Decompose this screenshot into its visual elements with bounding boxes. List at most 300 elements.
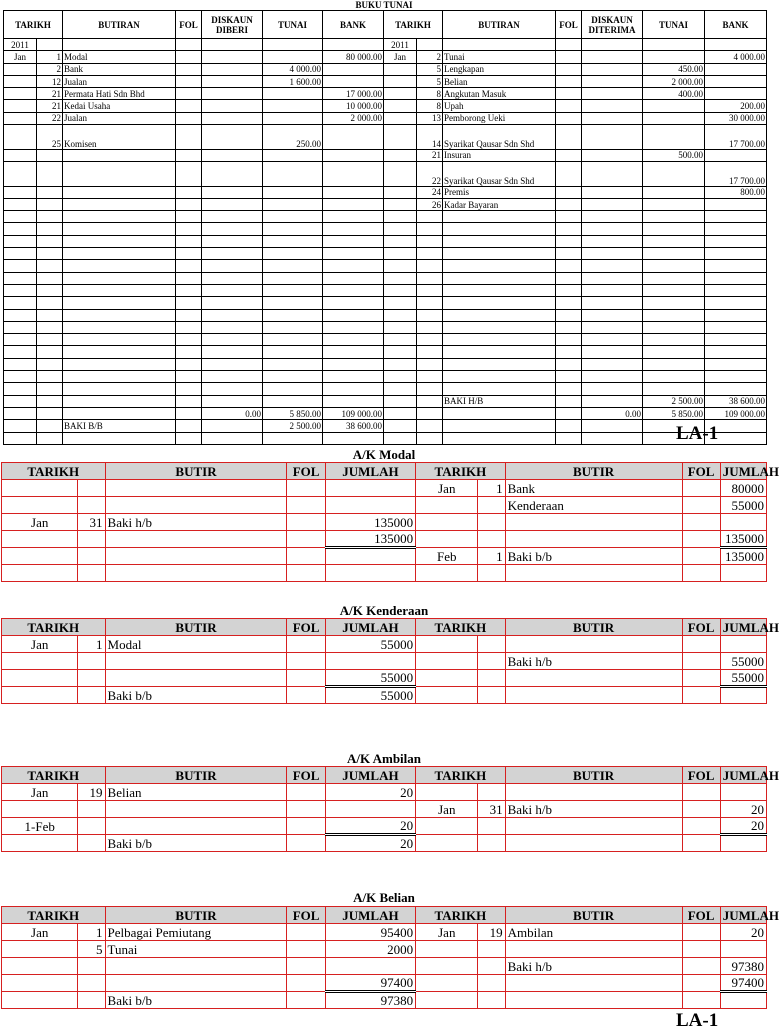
cell-day-left: 25 bbox=[37, 125, 63, 150]
cell-fol-right bbox=[682, 548, 720, 565]
header-butir-right: BUTIR bbox=[505, 907, 682, 924]
cell-jumlah-right: 55000 bbox=[720, 670, 766, 687]
cell-fol-right bbox=[682, 636, 720, 653]
cell-fol-right bbox=[556, 395, 582, 407]
cell-day-right: 14 bbox=[417, 125, 443, 150]
cell-month-right bbox=[416, 636, 478, 653]
cell-day-left: 21 bbox=[37, 88, 63, 100]
cell-tunai-left bbox=[263, 100, 323, 112]
cell-butir-left: Tunai bbox=[105, 941, 287, 958]
cell-fol-right bbox=[682, 835, 720, 852]
cell-butiran-right: BAKI H/B bbox=[443, 395, 556, 407]
cell-fol-left bbox=[287, 687, 325, 704]
cell-fol-right bbox=[682, 801, 720, 818]
cell-month-left bbox=[2, 992, 78, 1009]
cell-fol-right bbox=[556, 100, 582, 112]
cell-bank-left bbox=[323, 309, 384, 321]
cell-fol-right bbox=[556, 211, 582, 223]
cell-butiran-left: Kedai Usaha bbox=[63, 100, 176, 112]
cell-tunai-left bbox=[263, 272, 323, 284]
cell-day-right bbox=[417, 235, 443, 247]
cell-fol-right bbox=[682, 653, 720, 670]
cell-tunai-left bbox=[263, 297, 323, 309]
cell-fol-left bbox=[176, 161, 202, 186]
cell-diskaun-diberi bbox=[202, 149, 263, 161]
ledger-row bbox=[2, 784, 767, 801]
ledger-table-modal bbox=[1, 462, 779, 582]
cell-month-left bbox=[2, 565, 78, 582]
cell-month-right: Jan bbox=[416, 801, 478, 818]
cell-month-right bbox=[384, 149, 417, 161]
header-butir-right: BUTIR bbox=[505, 767, 682, 784]
cell-day-right bbox=[417, 371, 443, 383]
cell-tunai-right bbox=[643, 297, 705, 309]
cell-bank-right: 17 700.00 bbox=[705, 161, 767, 186]
cell-day-right bbox=[417, 432, 443, 444]
cell-butir-left: Modal bbox=[105, 636, 287, 653]
cell-tunai-right bbox=[643, 125, 705, 150]
cell-day-left bbox=[37, 161, 63, 186]
cell-month-right bbox=[416, 784, 478, 801]
cell-diskaun-diberi bbox=[202, 75, 263, 87]
cell-month-right bbox=[384, 432, 417, 444]
cell-day-left bbox=[78, 992, 105, 1009]
cell-diskaun-diterima bbox=[582, 395, 643, 407]
cell-butir-left: Baki h/b bbox=[105, 514, 287, 531]
cell-diskaun-diberi bbox=[202, 260, 263, 272]
cell-diskaun-diberi: 0.00 bbox=[202, 407, 263, 419]
cell-fol-right bbox=[556, 284, 582, 296]
cell-month-left bbox=[4, 149, 37, 161]
cell-fol-left bbox=[176, 346, 202, 358]
ledger-row bbox=[2, 992, 767, 1009]
cell-fol-left bbox=[176, 63, 202, 75]
cell-tunai-right bbox=[643, 371, 705, 383]
cell-day-left bbox=[37, 395, 63, 407]
header-tarikh-left: TARIKH bbox=[2, 767, 106, 784]
cell-bank-left: 10 000.00 bbox=[323, 100, 384, 112]
cell-fol-right bbox=[556, 407, 582, 419]
cell-day-left: 12 bbox=[37, 75, 63, 87]
header-tarikh-right: TARIKH bbox=[384, 11, 443, 39]
cell-jumlah-right bbox=[720, 835, 766, 852]
cell-diskaun-diterima bbox=[582, 186, 643, 198]
header-bank-right: BANK bbox=[705, 11, 767, 39]
cell-tunai-right bbox=[643, 198, 705, 210]
cell-butiran-left bbox=[63, 235, 176, 247]
cell-butir-right bbox=[505, 687, 682, 704]
cell-day-right bbox=[417, 284, 443, 296]
cell-diskaun-diterima bbox=[582, 112, 643, 124]
cell-fol-left bbox=[287, 565, 325, 582]
ledger-row bbox=[2, 497, 767, 514]
cell-day-left bbox=[37, 39, 63, 51]
cell-fol-right bbox=[556, 260, 582, 272]
cell-bank-left bbox=[323, 358, 384, 370]
header-tarikh-right: TARIKH bbox=[416, 619, 505, 636]
cell-month-left: Jan bbox=[2, 924, 78, 941]
cell-diskaun-diterima bbox=[582, 358, 643, 370]
cell-butiran-left bbox=[63, 395, 176, 407]
cell-butiran-right bbox=[443, 407, 556, 419]
cell-jumlah-right: 55000 bbox=[720, 497, 766, 514]
header-tarikh-right: TARIKH bbox=[416, 767, 505, 784]
cell-fol-right bbox=[556, 63, 582, 75]
cell-jumlah-right: 20 bbox=[720, 801, 766, 818]
cell-diskaun-diberi bbox=[202, 383, 263, 395]
cashbook-row bbox=[4, 309, 767, 321]
header-tarikh-left: TARIKH bbox=[2, 463, 106, 480]
cell-jumlah-left: 20 bbox=[325, 835, 415, 852]
cell-tunai-right bbox=[643, 358, 705, 370]
cell-diskaun-diterima bbox=[582, 309, 643, 321]
header-jumlah-right: JUMLAH bbox=[720, 619, 766, 636]
cell-fol-right bbox=[682, 924, 720, 941]
cell-diskaun-diterima bbox=[582, 346, 643, 358]
cell-diskaun-diterima bbox=[582, 272, 643, 284]
cell-fol-left bbox=[176, 284, 202, 296]
cell-jumlah-left: 55000 bbox=[325, 636, 415, 653]
cell-butir-left bbox=[105, 653, 287, 670]
cell-bank-left bbox=[323, 371, 384, 383]
cell-diskaun-diberi bbox=[202, 309, 263, 321]
cell-butiran-left bbox=[63, 334, 176, 346]
cell-month-left bbox=[4, 235, 37, 247]
cell-day-left bbox=[78, 670, 105, 687]
cell-bank-right: 109 000.00 bbox=[705, 407, 767, 419]
cell-day-left bbox=[78, 548, 105, 565]
cell-diskaun-diterima bbox=[582, 383, 643, 395]
cell-butiran-left bbox=[63, 149, 176, 161]
cell-butiran-right bbox=[443, 420, 556, 432]
cell-bank-left bbox=[323, 321, 384, 333]
cell-month-left bbox=[4, 63, 37, 75]
cell-jumlah-right bbox=[720, 514, 766, 531]
cell-month-right bbox=[416, 531, 478, 548]
cell-diskaun-diterima bbox=[582, 88, 643, 100]
cell-butiran-right bbox=[443, 383, 556, 395]
cell-day-right bbox=[478, 514, 505, 531]
cell-fol-left bbox=[287, 941, 325, 958]
cell-day-right: 8 bbox=[417, 88, 443, 100]
cell-butiran-right bbox=[443, 235, 556, 247]
cell-bank-left bbox=[323, 186, 384, 198]
cell-month-left bbox=[2, 975, 78, 992]
ledger-row bbox=[2, 514, 767, 531]
cell-month-left: Jan bbox=[2, 514, 78, 531]
cell-diskaun-diterima bbox=[582, 284, 643, 296]
cell-bank-right: 4 000.00 bbox=[705, 51, 767, 63]
cell-fol-left bbox=[287, 514, 325, 531]
cell-bank-left bbox=[323, 297, 384, 309]
cell-month-right bbox=[416, 653, 478, 670]
ledger-row bbox=[2, 670, 767, 687]
cell-month-left: Jan bbox=[2, 784, 78, 801]
cell-fol-right bbox=[682, 480, 720, 497]
cell-month-right bbox=[384, 272, 417, 284]
header-jumlah-right: JUMLAH bbox=[720, 463, 766, 480]
cell-butir-right bbox=[505, 784, 682, 801]
cell-bank-left bbox=[323, 272, 384, 284]
cell-diskaun-diberi bbox=[202, 358, 263, 370]
header-butir-right: BUTIR bbox=[505, 463, 682, 480]
cell-butir-right bbox=[505, 975, 682, 992]
header-butiran-right: BUTIRAN bbox=[443, 11, 556, 39]
cell-day-right bbox=[417, 211, 443, 223]
cashbook-row bbox=[4, 383, 767, 395]
cell-month-left bbox=[2, 670, 78, 687]
cell-day-left bbox=[37, 407, 63, 419]
cashbook-row bbox=[4, 63, 767, 75]
ledger-table-belian bbox=[1, 906, 779, 1009]
cell-bank-right bbox=[705, 235, 767, 247]
cell-bank-right: 200.00 bbox=[705, 100, 767, 112]
cashbook-row bbox=[4, 161, 767, 186]
cashbook-body bbox=[4, 39, 767, 445]
cell-month-right bbox=[384, 321, 417, 333]
cell-fol-left bbox=[176, 420, 202, 432]
header-jumlah-left: JUMLAH bbox=[325, 907, 415, 924]
cell-tunai-left: 5 850.00 bbox=[263, 407, 323, 419]
ledger-row bbox=[2, 687, 767, 704]
cell-fol-right bbox=[556, 112, 582, 124]
ledger-header-row bbox=[2, 767, 767, 784]
cell-day-right: 24 bbox=[417, 186, 443, 198]
cell-day-left bbox=[37, 432, 63, 444]
cell-day-right bbox=[478, 670, 505, 687]
cell-fol-right bbox=[556, 88, 582, 100]
header-jumlah-left: JUMLAH bbox=[325, 767, 415, 784]
cell-bank-right: 17 700.00 bbox=[705, 125, 767, 150]
cell-fol-left bbox=[176, 235, 202, 247]
cell-fol-left bbox=[176, 149, 202, 161]
cell-month-left bbox=[4, 75, 37, 87]
cell-fol-right bbox=[556, 272, 582, 284]
cell-tunai-right bbox=[643, 284, 705, 296]
cell-fol-right bbox=[682, 784, 720, 801]
cell-jumlah-right bbox=[720, 941, 766, 958]
cell-jumlah-left: 97380 bbox=[325, 992, 415, 1009]
cell-month-right bbox=[384, 88, 417, 100]
cell-diskaun-diterima: 0.00 bbox=[582, 407, 643, 419]
cell-fol-right bbox=[556, 346, 582, 358]
cell-tunai-right: 5 850.00 bbox=[643, 407, 705, 419]
cell-day-left bbox=[78, 818, 105, 835]
cell-bank-right bbox=[705, 39, 767, 51]
cell-bank-left: 38 600.00 bbox=[323, 420, 384, 432]
cell-diskaun-diberi bbox=[202, 211, 263, 223]
cell-day-right bbox=[417, 346, 443, 358]
cell-butiran-right: Tunai bbox=[443, 51, 556, 63]
cell-day-right: 1 bbox=[478, 548, 505, 565]
cell-day-right bbox=[478, 958, 505, 975]
cell-bank-right bbox=[705, 260, 767, 272]
cell-butir-right: Bank bbox=[505, 480, 682, 497]
cell-day-left bbox=[37, 420, 63, 432]
cell-month-left bbox=[2, 801, 78, 818]
cell-butir-left bbox=[105, 958, 287, 975]
cell-diskaun-diberi bbox=[202, 346, 263, 358]
cell-tunai-right: 400.00 bbox=[643, 88, 705, 100]
cell-jumlah-left: 135000 bbox=[325, 531, 415, 548]
cell-diskaun-diterima bbox=[582, 334, 643, 346]
cell-diskaun-diterima bbox=[582, 235, 643, 247]
cell-fol-left bbox=[287, 784, 325, 801]
cell-day-left bbox=[78, 565, 105, 582]
cell-fol-right bbox=[556, 125, 582, 150]
cell-tunai-right bbox=[643, 161, 705, 186]
cell-butiran-right bbox=[443, 334, 556, 346]
cell-tunai-left bbox=[263, 395, 323, 407]
cell-month-left: Jan bbox=[4, 51, 37, 63]
cell-butiran-left bbox=[63, 260, 176, 272]
header-tarikh-left: TARIKH bbox=[2, 619, 106, 636]
cell-day-right: 1 bbox=[478, 480, 505, 497]
cell-day-right: 13 bbox=[417, 112, 443, 124]
cell-fol-left bbox=[287, 636, 325, 653]
cell-month-left bbox=[4, 420, 37, 432]
cell-butiran-right: Insuran bbox=[443, 149, 556, 161]
cell-fol-right bbox=[556, 420, 582, 432]
cashbook-row bbox=[4, 186, 767, 198]
cell-jumlah-left: 95400 bbox=[325, 924, 415, 941]
cell-day-left: 1 bbox=[37, 51, 63, 63]
cell-jumlah-right: 55000 bbox=[720, 653, 766, 670]
cell-butir-right bbox=[505, 992, 682, 1009]
cell-fol-left bbox=[176, 39, 202, 51]
header-jumlah-left: JUMLAH bbox=[325, 619, 415, 636]
cell-fol-right bbox=[682, 958, 720, 975]
cell-butiran-right bbox=[443, 248, 556, 260]
cell-month-right bbox=[416, 497, 478, 514]
cell-bank-left bbox=[323, 161, 384, 186]
cell-month-right bbox=[384, 75, 417, 87]
cell-day-left bbox=[37, 223, 63, 235]
cell-bank-left: 2 000.00 bbox=[323, 112, 384, 124]
cell-month-right: 2011 bbox=[384, 39, 417, 51]
cell-day-right bbox=[417, 223, 443, 235]
cell-jumlah-left bbox=[325, 497, 415, 514]
cell-jumlah-left bbox=[325, 548, 415, 565]
cashbook-row bbox=[4, 75, 767, 87]
cell-month-right bbox=[416, 941, 478, 958]
cell-jumlah-right bbox=[720, 636, 766, 653]
cell-butiran-right bbox=[443, 260, 556, 272]
cell-butiran-right: Lengkapan bbox=[443, 63, 556, 75]
cashbook-row bbox=[4, 407, 767, 419]
cell-month-right bbox=[384, 309, 417, 321]
header-fol-left: FOL bbox=[176, 11, 202, 39]
cell-month-right bbox=[416, 565, 478, 582]
cell-tunai-left: 2 500.00 bbox=[263, 420, 323, 432]
ledger-header-row bbox=[2, 619, 767, 636]
cell-butiran-left bbox=[63, 198, 176, 210]
cell-month-right: Jan bbox=[416, 924, 478, 941]
header-diskaun-diterima: DISKAUN DITERIMA bbox=[582, 11, 643, 39]
cell-bank-left bbox=[323, 248, 384, 260]
cell-bank-right bbox=[705, 297, 767, 309]
cell-butiran-right bbox=[443, 346, 556, 358]
cashbook-table bbox=[3, 10, 767, 445]
cell-butiran-left bbox=[63, 272, 176, 284]
cell-butir-right bbox=[505, 514, 682, 531]
cell-bank-right bbox=[705, 211, 767, 223]
cell-bank-right bbox=[705, 334, 767, 346]
cell-butiran-right bbox=[443, 39, 556, 51]
cell-butiran-right: Upah bbox=[443, 100, 556, 112]
cell-diskaun-diberi bbox=[202, 334, 263, 346]
cell-month-right: Jan bbox=[384, 51, 417, 63]
cashbook-row bbox=[4, 272, 767, 284]
cell-fol-right bbox=[556, 334, 582, 346]
cell-fol-left bbox=[176, 321, 202, 333]
cell-fol-left bbox=[287, 992, 325, 1009]
cell-diskaun-diterima bbox=[582, 420, 643, 432]
cell-jumlah-left: 20 bbox=[325, 818, 415, 835]
cell-day-right bbox=[417, 395, 443, 407]
cell-day-left bbox=[37, 334, 63, 346]
cell-tunai-left bbox=[263, 149, 323, 161]
cell-bank-left bbox=[323, 39, 384, 51]
cashbook-header-row bbox=[4, 11, 767, 39]
cell-bank-left bbox=[323, 334, 384, 346]
cashbook-row bbox=[4, 358, 767, 370]
header-tunai-left: TUNAI bbox=[263, 11, 323, 39]
cell-butir-right: Baki h/b bbox=[505, 653, 682, 670]
ledger-row bbox=[2, 531, 767, 548]
header-fol-left: FOL bbox=[287, 619, 325, 636]
cell-fol-right bbox=[556, 223, 582, 235]
cell-month-right bbox=[384, 161, 417, 186]
cell-month-left bbox=[4, 198, 37, 210]
cell-butir-right: Kenderaan bbox=[505, 497, 682, 514]
cell-bank-right: 30 000.00 bbox=[705, 112, 767, 124]
cell-month-right bbox=[416, 818, 478, 835]
cell-fol-left bbox=[176, 198, 202, 210]
cell-tunai-right bbox=[643, 100, 705, 112]
ledger-title-kenderaan: A/K Kenderaan bbox=[339, 603, 429, 618]
cell-fol-left bbox=[287, 924, 325, 941]
cell-month-left bbox=[4, 223, 37, 235]
cell-month-left bbox=[2, 531, 78, 548]
cell-tunai-right: 2 000.00 bbox=[643, 75, 705, 87]
cell-diskaun-diberi bbox=[202, 321, 263, 333]
cell-tunai-right bbox=[643, 39, 705, 51]
cell-month-left bbox=[4, 88, 37, 100]
cell-diskaun-diterima bbox=[582, 297, 643, 309]
cell-bank-left bbox=[323, 75, 384, 87]
cell-fol-right bbox=[682, 514, 720, 531]
cell-day-left bbox=[78, 835, 105, 852]
cell-butir-left bbox=[105, 548, 287, 565]
cell-tunai-left bbox=[263, 284, 323, 296]
cell-month-right bbox=[384, 420, 417, 432]
cell-day-left bbox=[37, 260, 63, 272]
cell-diskaun-diterima bbox=[582, 149, 643, 161]
cashbook-row bbox=[4, 321, 767, 333]
cell-fol-right bbox=[556, 371, 582, 383]
cell-diskaun-diterima bbox=[582, 198, 643, 210]
cell-jumlah-right: 97380 bbox=[720, 958, 766, 975]
cell-day-right bbox=[478, 941, 505, 958]
cell-butir-left: Pelbagai Pemiutang bbox=[105, 924, 287, 941]
header-butir-right: BUTIR bbox=[505, 619, 682, 636]
cell-fol-right bbox=[556, 248, 582, 260]
cell-bank-right bbox=[705, 223, 767, 235]
cell-fol-right bbox=[556, 75, 582, 87]
cell-month-left bbox=[2, 497, 78, 514]
cell-diskaun-diberi bbox=[202, 235, 263, 247]
